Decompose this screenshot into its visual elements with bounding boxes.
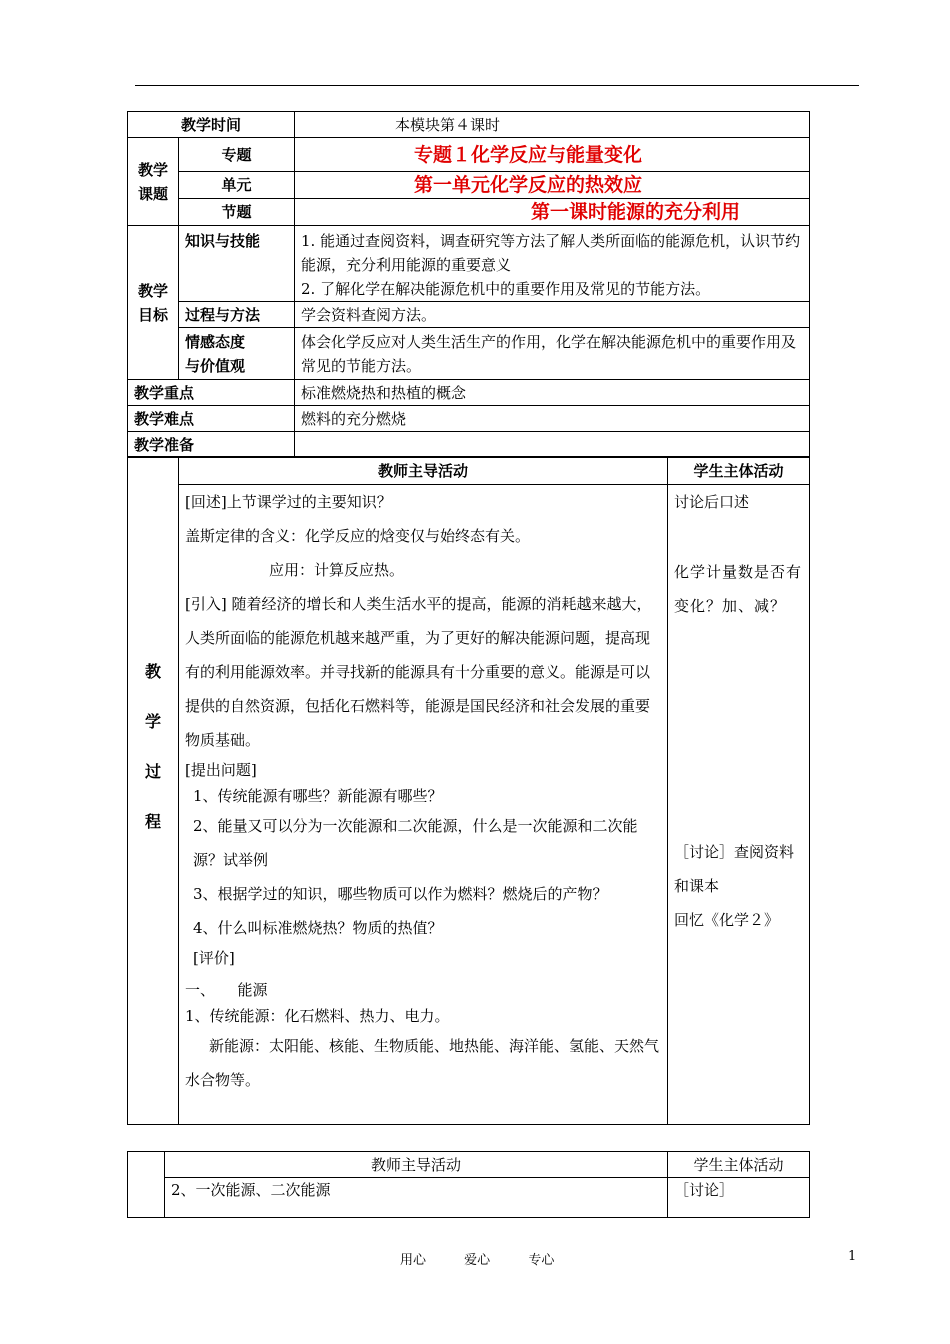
teacher-activity-content bbox=[179, 485, 668, 1125]
attitude-value: 体会化学反应对人类生活生产的作用，化学在解决能源危机中的重要作用及常见的节能方法。 bbox=[295, 328, 810, 380]
student-line-research: ［讨论］查阅资料和课本 bbox=[674, 843, 795, 895]
teacher-line-q1: 1、传统能源有哪些？新能源有哪些？ bbox=[193, 787, 443, 805]
key-point-label: 教学重点 bbox=[128, 380, 295, 406]
process-method-label: 过程与方法 bbox=[179, 302, 295, 328]
teacher-line-traditional: 1、传统能源：化石燃料、热力、电力。 bbox=[185, 1007, 450, 1025]
unit-value bbox=[295, 172, 810, 199]
time-value bbox=[295, 112, 810, 138]
footer-motto-3: 专心 bbox=[528, 1253, 555, 1268]
lesson-info-table bbox=[127, 111, 810, 458]
continued-student-header: 学生主体活动 bbox=[668, 1152, 810, 1178]
student-activity-content bbox=[668, 485, 810, 1125]
attitude-label bbox=[179, 328, 295, 380]
footer-motto-2: 爱心 bbox=[464, 1253, 491, 1268]
knowledge-item-2: 2. 了解化学在解决能源危机中的重要作用及常见的节能方法。 bbox=[301, 280, 711, 298]
teaching-process-table bbox=[127, 456, 810, 1125]
topic-value-text: 专题１化学反应与能量变化 bbox=[414, 143, 643, 166]
topic-label: 专题 bbox=[179, 138, 295, 172]
prep-label: 教学准备 bbox=[128, 432, 295, 458]
topic-value bbox=[295, 138, 810, 172]
continued-teacher-header: 教师主导活动 bbox=[165, 1152, 668, 1178]
teacher-line-application: 应用：计算反应热。 bbox=[269, 561, 405, 579]
prep-value bbox=[295, 432, 810, 458]
section-value-text: 第一课时能源的充分利用 bbox=[531, 201, 741, 223]
key-point-value: 标准燃烧热和热植的概念 bbox=[295, 380, 810, 406]
section-value bbox=[295, 199, 810, 226]
difficulty-label: 教学难点 bbox=[128, 406, 295, 432]
teacher-line-q2: 2、能量又可以分为一次能源和二次能源，什么是一次能源和二次能源？试举例 bbox=[193, 817, 638, 869]
process-method-value: 学会资料查阅方法。 bbox=[295, 302, 810, 328]
teacher-line-energy-head: 一、 能源 bbox=[185, 981, 268, 999]
student-line-discuss: 讨论后口述 bbox=[674, 493, 750, 511]
unit-label: 单元 bbox=[179, 172, 295, 199]
process-side-char-4: 程 bbox=[144, 812, 161, 831]
process-side-char-2: 学 bbox=[144, 712, 161, 731]
teaching-process-continued-table bbox=[127, 1151, 810, 1218]
process-side-char-3: 过 bbox=[144, 762, 161, 781]
difficulty-value: 燃料的充分燃烧 bbox=[295, 406, 810, 432]
knowledge-label: 知识与技能 bbox=[179, 226, 295, 302]
continued-side-cell bbox=[128, 1152, 165, 1218]
footer-motto-1: 用心 bbox=[400, 1253, 427, 1268]
unit-value-text: 第一单元化学反应的热效应 bbox=[414, 174, 643, 196]
teacher-activity-header: 教师主导活动 bbox=[179, 457, 668, 485]
knowledge-value bbox=[295, 226, 810, 302]
teacher-line-hess: 盖斯定律的含义：化学反应的焓变仅与始终态有关。 bbox=[185, 527, 531, 545]
student-line-recall: 回忆《化学２》 bbox=[674, 911, 780, 929]
goals-group-text: 教学目标 bbox=[137, 281, 168, 324]
teacher-line-intro: [引入] 随着经济的增长和人类生活水平的提高，能源的消耗越来越大，人类所面临的能源危机越来越严重，为了更好的解决能源问题，提高现有的利用能源效率。并寻找新的能源具有十分重要的意义。能源是可以提供的自然资源，包括化石燃料等，能源是国民经济和社会发展的重要物质基础。 bbox=[185, 595, 652, 749]
topic-group-label bbox=[128, 138, 179, 226]
page-number: 1 bbox=[848, 1249, 857, 1264]
process-side-label bbox=[128, 457, 179, 1125]
knowledge-item-1: 1. 能通过查阅资料，调查研究等方法了解人类所面临的能源危机，认识节约能源，充分利用能源的重要意义 bbox=[301, 232, 801, 274]
teacher-line-review: [回述]上节课学过的主要知识？ bbox=[185, 493, 392, 511]
attitude-label-line-1: 情感态度 bbox=[185, 332, 246, 351]
goals-group-label bbox=[128, 226, 179, 380]
teacher-line-new-energy: 新能源：太阳能、核能、生物质能、地热能、海洋能、氢能、天然气水合物等。 bbox=[185, 1037, 660, 1089]
section-label: 节题 bbox=[179, 199, 295, 226]
footer-motto bbox=[400, 1249, 588, 1268]
topic-group-text: 教学课题 bbox=[137, 160, 168, 203]
teacher-line-question-head: [提出问题] bbox=[185, 761, 257, 779]
time-label: 教学时间 bbox=[128, 112, 295, 138]
continued-student-content: ［讨论］ bbox=[668, 1178, 810, 1218]
time-value-text: 本模块第４课时 bbox=[395, 115, 501, 134]
continued-teacher-content: 2、一次能源、二次能源 bbox=[165, 1178, 668, 1218]
attitude-label-line-2: 与价值观 bbox=[185, 356, 246, 375]
student-activity-header: 学生主体活动 bbox=[668, 457, 810, 485]
header-rule bbox=[135, 85, 859, 86]
teacher-line-evaluate: [评价] bbox=[193, 949, 235, 967]
student-line-coefficient: 化学计量数是否有变化？加、减？ bbox=[674, 563, 803, 615]
process-side-char-1: 教 bbox=[144, 662, 161, 681]
teacher-line-q4: 4、什么叫标准燃烧热？物质的热值？ bbox=[193, 919, 443, 937]
teacher-line-q3: 3、根据学过的知识，哪些物质可以作为燃料？燃烧后的产物？ bbox=[193, 885, 608, 903]
